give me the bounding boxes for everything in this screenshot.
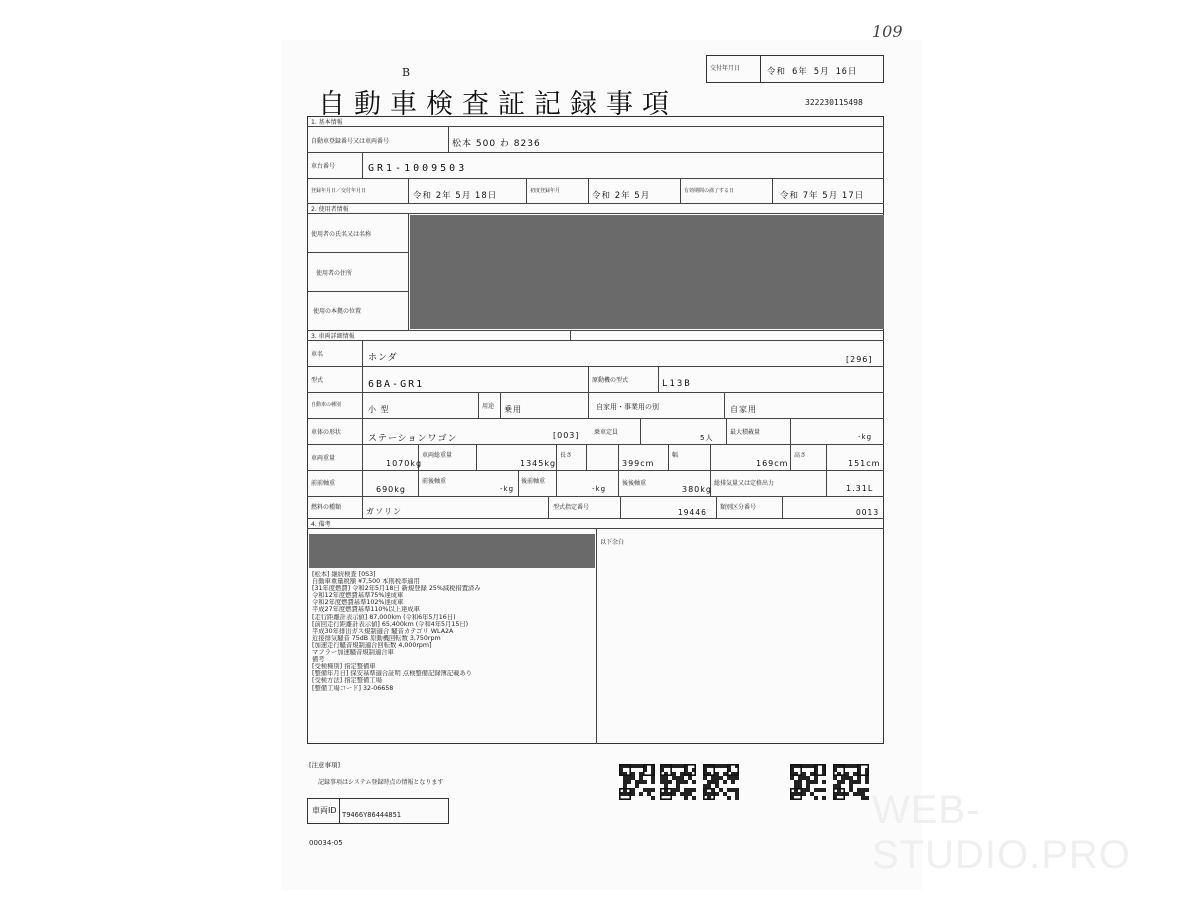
divider	[307, 366, 884, 367]
remark-line: 近接排気騒音 75dB 原動機回転数 3,750rpm	[312, 634, 441, 642]
reg-number-label: 自動車登録番号又は車両番号	[311, 138, 390, 145]
use-label: 用途	[482, 403, 495, 410]
divider	[307, 203, 884, 204]
section-user-label: 2. 使用者情報	[311, 206, 349, 213]
first-reg-label: 登録年月日／交付年月日	[311, 188, 367, 194]
width-label: 幅	[672, 452, 679, 459]
first-year-value: 令和 2年 5月	[592, 191, 651, 201]
capacity-value: 5人	[700, 434, 714, 442]
divider	[570, 330, 571, 340]
divider	[307, 126, 884, 127]
divider	[790, 418, 791, 444]
document-title: 自動車検査証記録事項	[318, 89, 678, 120]
remark-line: [受検方法] 指定整備工場	[312, 677, 382, 685]
height-value: 151cm	[848, 459, 881, 468]
divider	[362, 340, 363, 518]
gross-weight-value: 1345kg	[520, 459, 557, 468]
divider	[307, 330, 884, 331]
class-number-label: 類別区分番号	[720, 504, 757, 511]
divider	[500, 392, 501, 418]
divider	[307, 518, 884, 519]
class-number-value: 0013	[856, 508, 880, 517]
divider	[307, 418, 884, 419]
remark-line: [走行距離計表示値] 87,000km (令和6年5月16日)	[312, 613, 456, 621]
type-value: 6BA-GR1	[368, 379, 425, 390]
divider	[548, 496, 549, 518]
body-code: [003]	[553, 431, 580, 440]
divider	[716, 496, 717, 518]
user-address-label: 使用者の住所	[316, 270, 353, 277]
rear-rear-axle-label: 後後軸重	[622, 480, 647, 487]
divider	[307, 213, 884, 214]
divider	[307, 291, 408, 292]
remark-line: [加速走行騒音規制適合回転数 4,000rpm]	[312, 641, 432, 649]
divider	[772, 178, 773, 203]
length-value: 399cm	[622, 459, 655, 468]
notice-text: 記録事項はシステム登録時点の情報となります	[318, 779, 444, 786]
user-name-label: 使用者の氏名又は名称	[311, 231, 372, 238]
handwritten-number: 109	[872, 22, 903, 41]
max-load-value: -kg	[858, 433, 873, 441]
height-label: 高さ	[794, 452, 807, 459]
divider	[782, 496, 783, 518]
first-reg-value: 令和 2年 5月 18日	[413, 191, 498, 201]
qr-code-icon	[833, 764, 869, 800]
remark-line: 平成27年度燃費基準110%以上達成車	[312, 606, 420, 614]
divider	[339, 799, 340, 823]
first-year-label: 初度登録年月	[530, 188, 561, 194]
divider	[362, 152, 363, 178]
divider	[790, 444, 791, 470]
kind-value: 小 型	[368, 405, 390, 414]
remark-line: 令和2年度燃費基準102%達成車	[312, 599, 404, 607]
remark-line: 備考	[312, 656, 325, 664]
divider	[307, 178, 884, 179]
divider	[307, 392, 884, 393]
displacement-label: 総排気量又は定格出力	[714, 480, 775, 487]
divider	[680, 178, 681, 203]
divider	[307, 152, 884, 153]
divider	[760, 56, 761, 82]
divider	[408, 178, 409, 203]
divider	[418, 444, 419, 496]
divider	[640, 418, 641, 444]
form-code: 00034-05	[309, 839, 343, 847]
remark-line: 自動車重量税額 ¥7,500 本則税率適用	[312, 578, 420, 586]
displacement-value: 1.31L	[846, 484, 874, 493]
divider	[588, 178, 589, 203]
vehicle-id-value: T9466Y86444851	[342, 811, 402, 819]
redacted-remarks	[309, 534, 595, 568]
weight-value: 1070kg	[386, 459, 423, 468]
divider	[724, 392, 725, 418]
divider	[556, 444, 557, 496]
chassis-number-label: 車台番号	[311, 163, 336, 170]
remark-line: マフラー加速騒音規制適合車	[312, 649, 394, 657]
length-label: 長さ	[560, 452, 573, 459]
front-rear-axle-label: 前後軸重	[422, 478, 447, 485]
divider	[586, 444, 587, 470]
divider	[588, 366, 589, 418]
maker-label: 車名	[311, 351, 324, 358]
body-label: 車体の形状	[311, 429, 342, 436]
front-front-axle-value: 690kg	[376, 485, 406, 494]
rear-rear-axle-value: 380kg	[682, 485, 712, 494]
remark-line: [前回走行距離計表示値] 65,400km (令和4年5月15日)	[312, 620, 469, 628]
type-label: 型式	[311, 377, 324, 384]
remarks-right-text: 以下余白	[600, 539, 625, 546]
section-vehicle-label: 3. 車両詳細情報	[311, 333, 355, 340]
section-remarks-label: 4. 備考	[311, 521, 331, 528]
expiry-value: 令和 7年 5月 17日	[780, 191, 865, 201]
expiry-label: 有効期間の満了する日	[684, 188, 735, 194]
gross-weight-label: 車両総重量	[422, 452, 453, 459]
use-value: 乗用	[504, 405, 522, 414]
fuel-label: 燃料の種類	[311, 504, 342, 511]
private-value: 自家用	[730, 405, 757, 414]
width-value: 169cm	[756, 459, 789, 468]
max-load-label: 最大積載量	[730, 429, 761, 436]
remark-line: [受検種別] 指定整備車	[312, 663, 376, 671]
divider	[307, 444, 884, 445]
issue-date-box	[706, 55, 884, 83]
issue-date-label: 交付年月日	[710, 65, 741, 72]
divider	[668, 444, 669, 470]
qr-code-icon	[703, 764, 739, 800]
divider	[408, 213, 409, 330]
model-number-value: 19446	[678, 508, 707, 517]
fuel-value: ガソリン	[366, 507, 402, 516]
weight-label: 車両重量	[311, 455, 336, 462]
remark-line: [31年度燃費] 令和2年5月18日 新規登録 25%減税措置済み	[312, 585, 481, 593]
qr-code-icon	[660, 764, 696, 800]
reg-number-value: 松本 500 わ 8236	[452, 139, 541, 149]
divider	[526, 178, 527, 203]
engine-label: 原動機の型式	[592, 377, 629, 384]
divider	[307, 470, 884, 471]
base-location-label: 使用の本拠の位置	[313, 308, 362, 315]
chassis-number-value: GR1-1009503	[368, 163, 468, 174]
issue-date-value: 令和 6年 5月 16日	[767, 67, 858, 77]
divider	[726, 418, 727, 444]
qr-code-icon	[619, 764, 655, 800]
kind-label: 自動車の種別	[311, 402, 342, 408]
vehicle-id-label: 車両ID	[312, 806, 337, 815]
maker-value: ホンダ	[368, 353, 398, 363]
divider	[307, 340, 884, 341]
divider	[476, 444, 477, 470]
remarks-notes	[312, 571, 597, 692]
model-number-label: 型式指定番号	[553, 504, 590, 511]
divider	[518, 470, 519, 496]
remark-line: 令和12年度燃費基準75%達成車	[312, 592, 404, 600]
rear-front-axle-label: 後前軸重	[521, 478, 546, 485]
divider	[618, 444, 619, 496]
redacted-user-info	[410, 215, 884, 329]
remark-line: 平成30年排出ガス規制適合 騒音カテゴリ WLA2A	[312, 627, 454, 635]
front-rear-axle-value: -kg	[500, 485, 515, 493]
divider	[307, 252, 408, 253]
private-label: 自家用・事業用の別	[596, 403, 659, 411]
remark-line: [整備工場コード] 32-06658	[312, 684, 394, 692]
qr-code-icon	[790, 764, 826, 800]
divider	[826, 444, 827, 496]
front-front-axle-label: 前前軸重	[311, 480, 336, 487]
watermark: WEB-STUDIO.PRO	[872, 788, 1131, 877]
vehicle-id-box	[307, 798, 449, 824]
remark-line: [整備年月日] 保安基準適合証明 点検整備記録簿記載あり	[312, 670, 473, 678]
document-number: 322230115498	[805, 98, 863, 107]
notice-title: [注意事項]	[309, 761, 341, 769]
remark-line: [松本] 継続検査 [0S3]	[312, 571, 376, 578]
divider	[478, 392, 479, 418]
divider	[448, 126, 449, 152]
body-value: ステーションワゴン	[368, 434, 458, 444]
divider	[307, 496, 884, 497]
section-basic-label: 1. 基本情報	[311, 119, 343, 126]
rear-front-axle-value: -kg	[592, 485, 607, 493]
engine-value: L13B	[662, 379, 692, 389]
divider	[620, 496, 621, 518]
b-mark: B	[402, 66, 411, 79]
divider	[658, 366, 659, 392]
capacity-label: 乗車定員	[594, 429, 619, 436]
maker-code: [296]	[846, 355, 873, 364]
